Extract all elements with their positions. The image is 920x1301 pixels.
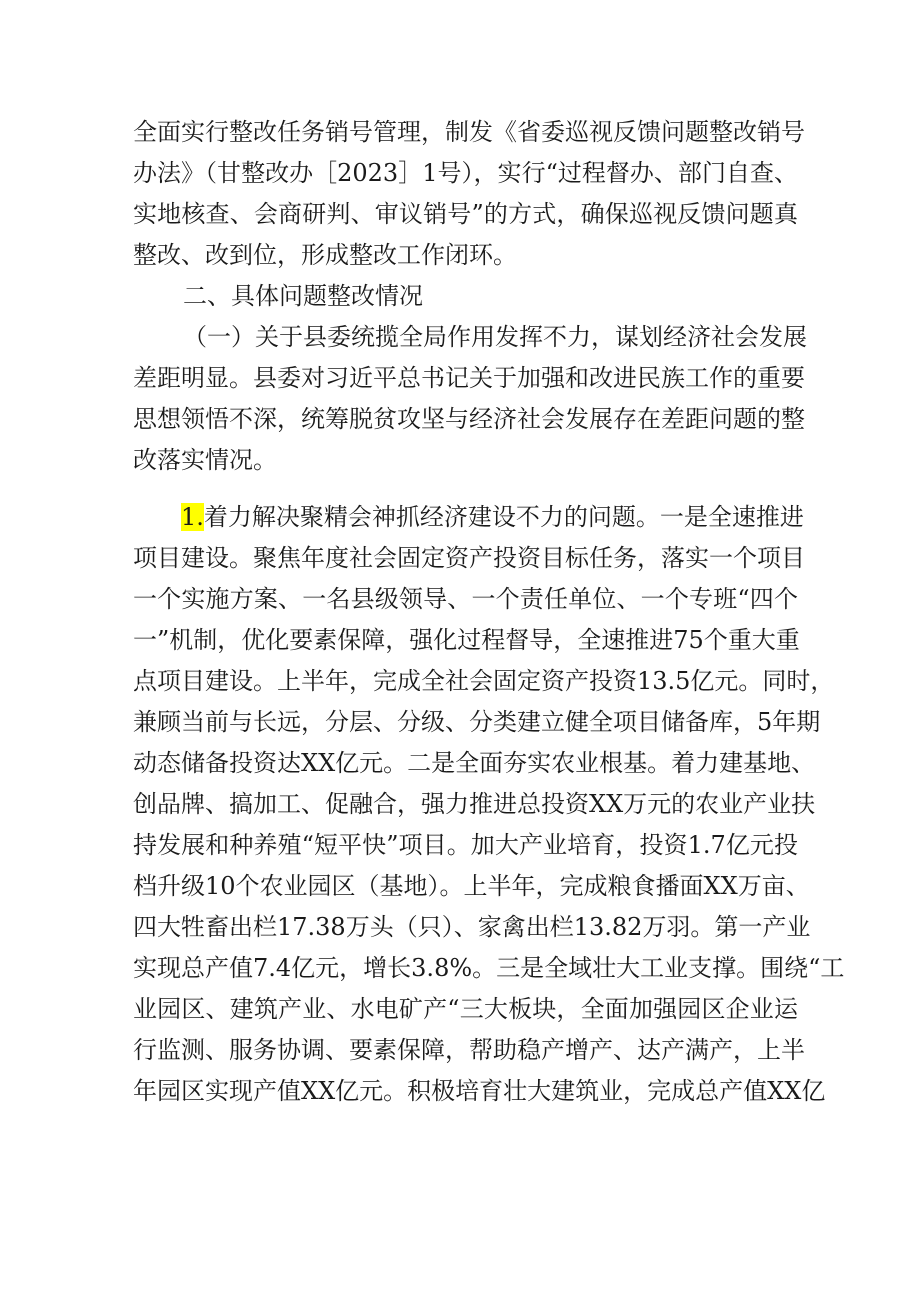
paragraph-line: 思想领悟不深，统筹脱贫攻坚与经济社会发展存在差距问题的整 [133,405,805,433]
paragraph-first-line [181,497,804,537]
paragraph-line: 点项目建设。上半年，完成全社会固定资产投资13.5亿元。同时， [133,667,835,695]
paragraph-line: 档升级10个农业园区（基地）。上半年，完成粮食播面XX万亩、 [133,872,810,900]
paragraph-line: 全面实行整改任务销号管理，制发《省委巡视反馈问题整改销号 [133,118,805,146]
paragraph-line: 一个实施方案、一名县级领导、一个责任单位、一个专班“四个 [133,585,798,613]
paragraph-line: 改落实情况。 [133,446,277,474]
paragraph-line: 年园区实现产值XX亿元。积极培育壮大建筑业，完成总产值XX亿 [133,1077,826,1105]
paragraph-line: 实现总产值7.4亿元，增长3.8%。三是全域壮大工业支撑。围绕“工 [133,954,845,982]
paragraph-line: 持发展和种养殖“短平快”项目。加大产业培育，投资1.7亿元投 [133,831,798,859]
paragraph-line: 兼顾当前与长远，分层、分级、分类建立健全项目储备库，5年期 [133,708,821,736]
paragraph-line: 动态储备投资达XX亿元。二是全面夯实农业根基。着力建基地、 [133,749,816,777]
paragraph-line: 创品牌、搞加工、促融合，强力推进总投资XX万元的农业产业扶 [133,790,816,818]
paragraph-line: 差距明显。县委对习近平总书记关于加强和改进民族工作的重要 [133,364,805,392]
paragraph-line: 行监测、服务协调、要素保障，帮助稳产增产、达产满产，上半 [133,1036,805,1064]
paragraph-line: 实地核查、会商研判、审议销号”的方式，确保巡视反馈问题真 [133,200,798,228]
paragraph-line: 四大牲畜出栏17.38万头（只）、家禽出栏13.82万羽。第一产业 [133,913,811,941]
paragraph-line: 一”机制，优化要素保障，强化过程督导，全速推进75个重大重 [133,626,800,654]
section-heading: 二、具体问题整改情况 [183,282,423,310]
highlighted-item-number: 1. [181,503,204,531]
paragraph-line: 业园区、建筑产业、水电矿产“三大板块，全面加强园区企业运 [133,995,798,1023]
paragraph-line: 整改、改到位，形成整改工作闭环。 [133,241,517,269]
paragraph-line: 办法》（甘整改办［2023］1号），实行“过程督办、部门自查、 [133,159,798,187]
paragraph-line: 项目建设。聚焦年度社会固定资产投资目标任务，落实一个项目 [133,544,805,572]
paragraph-line: （一）关于县委统揽全局作用发挥不力，谋划经济社会发展 [183,323,807,351]
paragraph-line-text: 着力解决聚精会神抓经济建设不力的问题。一是全速推进 [203,503,804,531]
